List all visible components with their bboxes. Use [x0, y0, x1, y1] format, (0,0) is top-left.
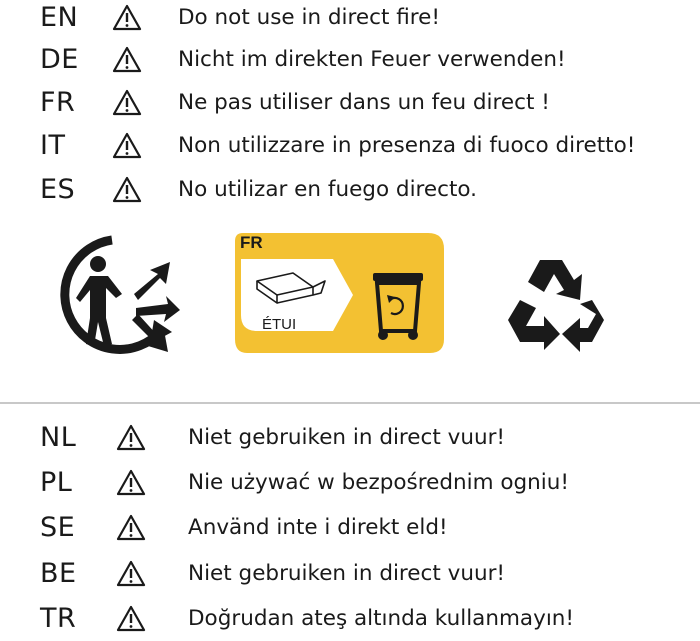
warning-text: No utilizar en fuego directo.: [178, 177, 478, 202]
warning-text: Do not use in direct fire!: [178, 5, 440, 30]
warning-row-es: [0, 172, 700, 208]
warning-row-de: [0, 42, 700, 78]
language-code: DE: [40, 44, 79, 75]
section-divider: [0, 402, 700, 404]
item-label: ÉTUI: [262, 316, 297, 333]
warning-triangle-icon: [116, 605, 146, 632]
warning-triangle-icon: [116, 514, 146, 541]
language-code: TR: [40, 603, 77, 634]
warning-text: Niet gebruiken in direct vuur!: [188, 561, 506, 586]
warning-triangle-icon: [112, 132, 142, 159]
warning-row-nl: [0, 420, 700, 456]
language-code: BE: [40, 558, 77, 589]
warning-triangle-icon: [116, 469, 146, 496]
warning-text: Niet gebruiken in direct vuur!: [188, 425, 506, 450]
warning-row-it: [0, 128, 700, 164]
warning-text: Nicht im direkten Feuer verwenden!: [178, 47, 566, 72]
warning-row-en: [0, 0, 700, 36]
warning-text: Ne pas utiliser dans un feu direct !: [178, 90, 550, 115]
warning-row-fr: [0, 85, 700, 121]
language-code: PL: [40, 467, 73, 498]
language-code: IT: [40, 130, 66, 161]
warning-text: Non utilizzare in presenza di fuoco diretto!: [178, 133, 636, 158]
warning-triangle-icon: [116, 560, 146, 587]
triman-icon: [50, 232, 180, 357]
recycle-icon: [500, 250, 615, 360]
warning-row-be: [0, 556, 700, 592]
warning-triangle-icon: [112, 4, 142, 31]
warning-triangle-icon: [112, 89, 142, 116]
language-code: SE: [40, 512, 76, 543]
language-code: ES: [40, 174, 76, 205]
warning-row-tr: [0, 601, 700, 637]
warning-triangle-icon: [112, 176, 142, 203]
warning-text: Nie używać w bezpośrednim ogniu!: [188, 470, 570, 495]
warning-triangle-icon: [116, 424, 146, 451]
language-code: FR: [40, 87, 76, 118]
language-code: NL: [40, 422, 77, 453]
warning-triangle-icon: [112, 46, 142, 73]
language-code: EN: [40, 2, 79, 33]
warning-row-pl: [0, 465, 700, 501]
warning-text: Doğrudan ateş altında kullanmayın!: [188, 606, 575, 631]
recycling-info-sign: [233, 231, 446, 355]
warning-text: Använd inte i direkt eld!: [188, 515, 448, 540]
country-label: FR: [240, 233, 263, 252]
warning-row-se: [0, 510, 700, 546]
